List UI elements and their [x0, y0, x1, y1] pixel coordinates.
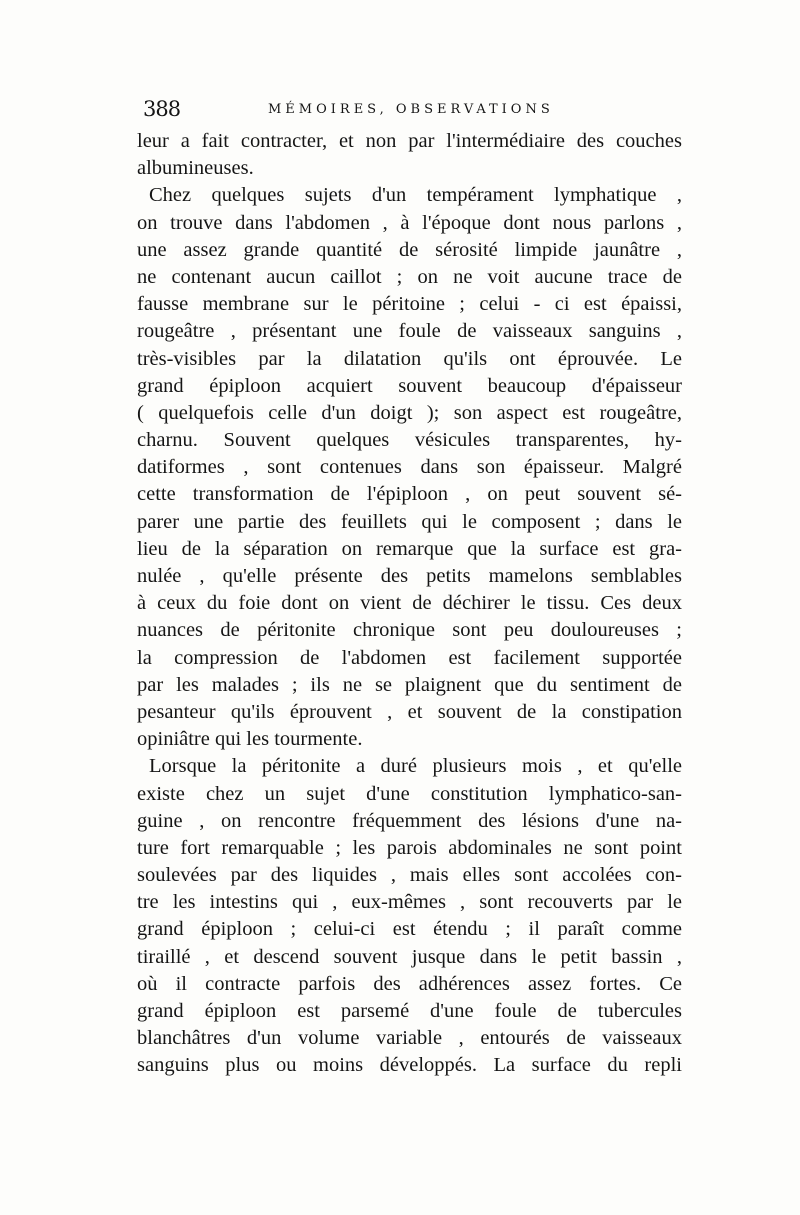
text-line: ne contenant aucun caillot ; on ne voit aucune trace de [137, 265, 682, 288]
text-line: ( quelquefois celle d'un doigt ); son aspect est rougeâtre, [137, 401, 682, 424]
text-line: pesanteur qu'ils éprouvent , et souvent de la constipation [137, 700, 682, 723]
text-line: tre les intestins qui , eux-mêmes , sont recouverts par le [137, 891, 682, 914]
body-text [137, 128, 682, 1080]
text-line: opiniâtre qui les tourmente. [137, 728, 363, 751]
text-line: où il contracte parfois des adhérences assez fortes. Ce [137, 972, 682, 995]
text-line: albumineuses. [137, 157, 254, 180]
text-line: par les malades ; ils ne se plaignent que du sentiment de [137, 673, 682, 696]
running-title: MÉMOIRES, OBSERVATIONS [268, 102, 554, 117]
page-number: 388 [143, 97, 181, 121]
text-line: à ceux du foie dont on vient de déchirer le tissu. Ces deux [137, 592, 682, 615]
text-line: tiraillé , et descend souvent jusque dans le petit bassin , [137, 945, 682, 968]
text-line: cette transformation de l'épiploon , on peut souvent sé- [137, 483, 682, 506]
text-line: grand épiploon est parsemé d'une foule de tubercules [137, 1000, 682, 1022]
text-line: leur a fait contracter, et non par l'intermédiaire des couches [137, 130, 682, 152]
text-line: une assez grande quantité de sérosité limpide jaunâtre , [137, 238, 682, 261]
text-line: grand épiploon acquiert souvent beaucoup d'épaisseur [137, 374, 682, 397]
text-line: blanchâtres d'un volume variable , entourés de vaisseaux [137, 1027, 682, 1050]
text-line: la compression de l'abdomen est facilement supportée [137, 646, 682, 669]
text-line: nulée , qu'elle présente des petits mamelons semblables [137, 565, 682, 587]
text-line: guine , on rencontre fréquemment des lésions d'une na- [137, 809, 682, 832]
text-line: soulevées par des liquides , mais elles sont accolées con- [137, 864, 682, 887]
text-line: Lorsque la péritonite a duré plusieurs mois , et qu'elle [149, 755, 682, 778]
text-line: existe chez un sujet d'une constitution lymphatico-san- [137, 782, 682, 805]
text-line: charnu. Souvent quelques vésicules transparentes, hy- [137, 429, 682, 452]
text-line: Chez quelques sujets d'un tempérament lymphatique , [149, 184, 682, 207]
text-line: parer une partie des feuillets qui le composent ; dans le [137, 510, 682, 533]
text-line: sanguins plus ou moins développés. La surface du repli [137, 1054, 682, 1077]
text-line: fausse membrane sur le péritoine ; celui - ci est épaissi, [137, 293, 682, 316]
text-line: lieu de la séparation on remarque que la surface est gra- [137, 537, 682, 560]
text-line: on trouve dans l'abdomen , à l'époque dont nous parlons , [137, 211, 682, 234]
text-line: ture fort remarquable ; les parois abdominales ne sont point [137, 836, 682, 859]
text-line: rougeâtre , présentant une foule de vaisseaux sanguins , [137, 320, 682, 343]
text-line: grand épiploon ; celui-ci est étendu ; il paraît comme [137, 918, 682, 941]
text-line: nuances de péritonite chronique sont peu douloureuses ; [137, 619, 682, 642]
text-line: très-visibles par la dilatation qu'ils ont éprouvée. Le [137, 347, 682, 370]
text-line: datiformes , sont contenues dans son épaisseur. Malgré [137, 456, 682, 479]
page-header [143, 97, 673, 127]
